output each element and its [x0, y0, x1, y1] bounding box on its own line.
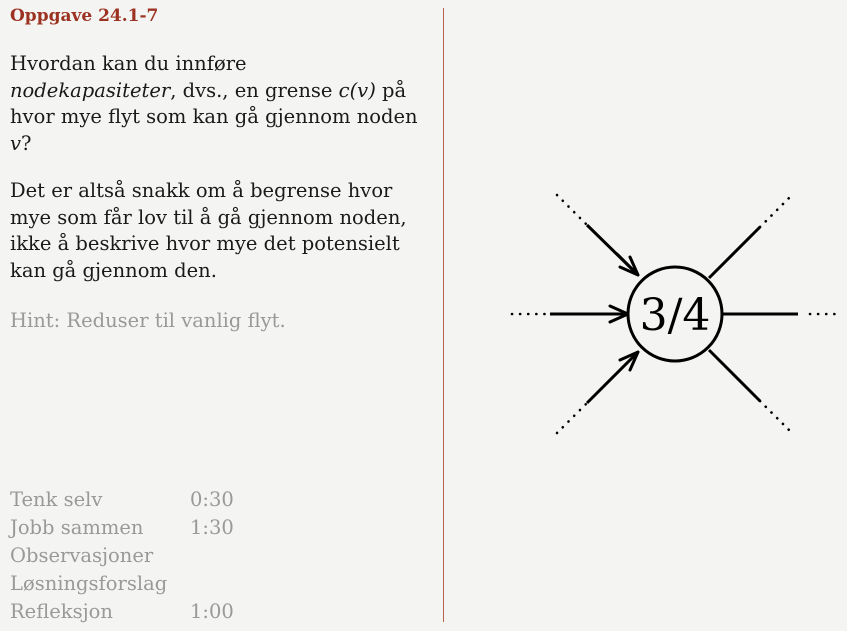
- schedule-step-name: Refleksjon: [10, 600, 113, 623]
- node-flow-label: 3/4: [639, 290, 711, 341]
- question-part-1: Hvordan kan du innføre: [10, 52, 247, 75]
- schedule-step-name: Løsningsforslag: [10, 572, 168, 595]
- exercise-panel: [10, 0, 420, 631]
- hint-text: Hint: Reduser til vanlig flyt.: [10, 309, 286, 332]
- schedule-row: [10, 514, 234, 542]
- incoming-edge-middle: [512, 306, 628, 322]
- question-text: [10, 51, 420, 157]
- question-math-v: v: [10, 131, 22, 155]
- schedule-step-name: Observasjoner: [10, 544, 154, 567]
- exercise-title: Oppgave 24.1-7: [10, 6, 159, 26]
- schedule-step-time: 1:30: [190, 516, 234, 539]
- edge-continuation-dots: [760, 195, 792, 227]
- edge-continuation-dots: [557, 195, 587, 225]
- arrow-head: [617, 254, 638, 275]
- incoming-edge-upper: [557, 195, 638, 275]
- column-divider: [443, 8, 444, 622]
- schedule-row: [10, 486, 234, 514]
- schedule-row: [10, 542, 234, 570]
- schedule-row: [10, 570, 234, 598]
- question-part-7: ?: [21, 131, 32, 155]
- question-math-cv: c(v): [338, 78, 376, 102]
- flow-node-diagram: [470, 150, 847, 480]
- schedule-step-time: 1:00: [190, 600, 234, 623]
- outgoing-edge-lower: [709, 350, 792, 433]
- schedule-table: [10, 486, 234, 626]
- schedule-step-name: Jobb sammen: [10, 516, 144, 539]
- edge-continuation-dots: [557, 403, 587, 433]
- incoming-edge-lower: [557, 352, 638, 433]
- clarification-text: Det er altså snakk om å begrense hvor mye som får lov til å gå gjennom noden, ikke å beskrive hvor mye det potensielt kan gå gjennom den.: [10, 179, 407, 282]
- schedule-step-name: Tenk selv: [10, 488, 103, 511]
- edge-continuation-dots: [760, 401, 792, 433]
- schedule-step-time: 0:30: [190, 488, 234, 511]
- question-term-nodekapasiteter: nodekapasiteter: [10, 78, 171, 102]
- edge-line: [587, 354, 636, 403]
- question-part-5: på hvor mye flyt som kan gå gjennom noden: [10, 78, 418, 128]
- edge-line: [709, 227, 760, 278]
- question-part-3: , dvs., en grense: [170, 78, 339, 102]
- edge-line: [709, 350, 760, 401]
- outgoing-edge-upper: [709, 195, 792, 278]
- schedule-row: [10, 598, 234, 626]
